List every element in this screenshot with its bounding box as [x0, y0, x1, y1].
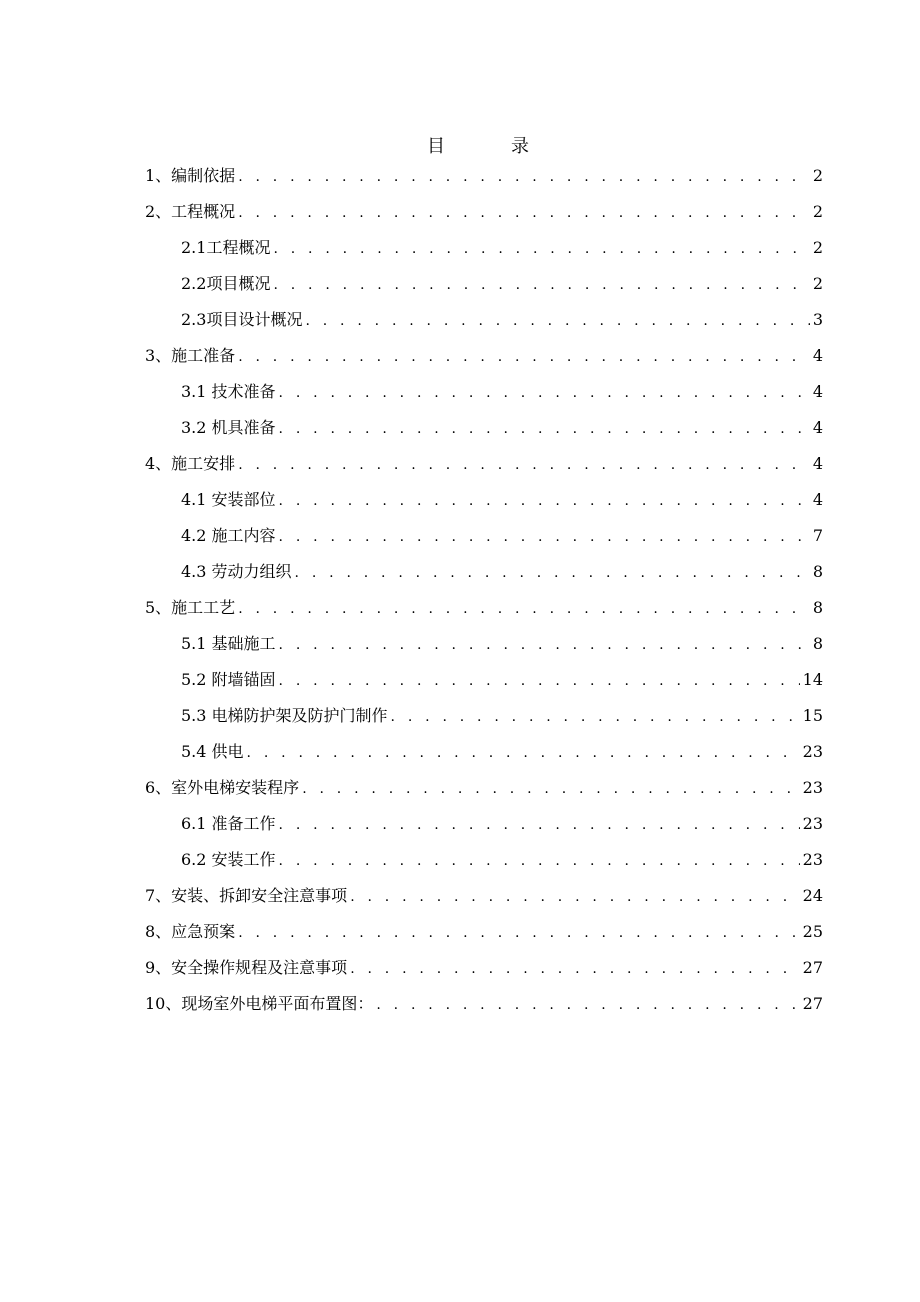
toc-entry[interactable]: [145, 230, 823, 266]
toc-entry-page-number: 4: [812, 454, 823, 473]
toc-entry-label: 2、工程概况: [145, 202, 236, 221]
toc-dot-leader: [273, 231, 809, 267]
toc-dot-leader: [279, 807, 800, 843]
toc-entry-label: 8、应急预案: [145, 922, 236, 941]
toc-entry-label: 10、现场室外电梯平面布置图：: [145, 994, 374, 1013]
toc-entry[interactable]: [145, 266, 823, 302]
toc-dot-leader: [305, 303, 809, 339]
toc-entry-page-number: 14: [802, 670, 823, 689]
toc-entry[interactable]: [145, 626, 823, 662]
toc-dot-leader: [238, 195, 810, 231]
toc-entry-label: 4.1 安装部位: [181, 490, 276, 509]
toc-dot-leader: [238, 915, 799, 951]
toc-entry-page-number: 8: [812, 598, 823, 617]
toc-dot-leader: [279, 483, 810, 519]
toc-dot-leader: [295, 555, 810, 591]
toc-entry[interactable]: [145, 482, 823, 518]
toc-entry[interactable]: [145, 590, 823, 626]
toc-entry[interactable]: [145, 662, 823, 698]
toc-title: [0, 134, 920, 160]
toc-dot-leader: [391, 699, 800, 735]
toc-entry-page-number: 27: [802, 958, 823, 977]
toc-title-left: 目: [427, 136, 445, 157]
toc-entry-label: 4、施工安排: [145, 454, 236, 473]
toc-entry-page-number: 8: [812, 634, 823, 653]
toc-entry-page-number: 4: [812, 490, 823, 509]
toc-entry-label: 2.2项目概况: [181, 274, 271, 293]
toc-entry-page-number: 2: [812, 202, 823, 221]
toc-entry-label: 2.3项目设计概况: [181, 310, 303, 329]
toc-entry[interactable]: [145, 446, 823, 482]
toc-entry-page-number: 8: [812, 562, 823, 581]
toc-entry-label: 5.3 电梯防护架及防护门制作: [181, 706, 388, 725]
toc-entry-page-number: 23: [802, 814, 823, 833]
toc-dot-leader: [350, 951, 799, 987]
toc-dot-leader: [350, 879, 799, 915]
toc-entry[interactable]: [145, 554, 823, 590]
toc-entry[interactable]: [145, 302, 823, 338]
toc-entry-label: 3.1 技术准备: [181, 382, 276, 401]
toc-entry[interactable]: [145, 878, 823, 914]
toc-dot-leader: [279, 627, 810, 663]
toc-entry-page-number: 27: [802, 994, 823, 1013]
toc-entry[interactable]: [145, 698, 823, 734]
toc-entry-label: 6.2 安装工作: [181, 850, 276, 869]
toc-dot-leader: [238, 339, 810, 375]
toc-entry[interactable]: [145, 410, 823, 446]
toc-dot-leader: [279, 375, 810, 411]
toc-list: [145, 158, 823, 1022]
toc-entry-label: 5、施工工艺: [145, 598, 236, 617]
toc-dot-leader: [238, 447, 810, 483]
toc-entry[interactable]: [145, 770, 823, 806]
toc-entry-page-number: 23: [802, 742, 823, 761]
toc-entry-page-number: 25: [802, 922, 823, 941]
toc-dot-leader: [238, 591, 810, 627]
toc-entry-page-number: 3: [812, 310, 823, 329]
toc-entry-label: 6、室外电梯安装程序: [145, 778, 300, 797]
toc-entry-label: 4.3 劳动力组织: [181, 562, 292, 581]
toc-dot-leader: [279, 663, 800, 699]
toc-dot-leader: [247, 735, 800, 771]
toc-entry-label: 5.4 供电: [181, 742, 244, 761]
toc-entry[interactable]: [145, 842, 823, 878]
toc-entry-page-number: 4: [812, 418, 823, 437]
toc-entry-label: 2.1工程概况: [181, 238, 271, 257]
toc-entry-label: 9、安全操作规程及注意事项: [145, 958, 348, 977]
toc-dot-leader: [376, 987, 799, 1023]
toc-entry-page-number: 2: [812, 238, 823, 257]
toc-dot-leader: [302, 771, 799, 807]
toc-entry-page-number: 2: [812, 166, 823, 185]
toc-dot-leader: [279, 519, 810, 555]
toc-entry-page-number: 23: [802, 778, 823, 797]
toc-dot-leader: [273, 267, 809, 303]
toc-entry-page-number: 4: [812, 382, 823, 401]
toc-dot-leader: [279, 843, 800, 879]
toc-entry[interactable]: [145, 518, 823, 554]
toc-entry-label: 3、施工准备: [145, 346, 236, 365]
toc-entry-label: 5.1 基础施工: [181, 634, 276, 653]
toc-entry-label: 7、安装、拆卸安全注意事项: [145, 886, 348, 905]
toc-entry[interactable]: [145, 194, 823, 230]
toc-entry-label: 1、编制依据: [145, 166, 236, 185]
toc-entry-page-number: 15: [802, 706, 823, 725]
toc-entry-page-number: 7: [812, 526, 823, 545]
toc-dot-leader: [279, 411, 810, 447]
toc-entry[interactable]: [145, 914, 823, 950]
toc-entry-label: 3.2 机具准备: [181, 418, 276, 437]
toc-entry[interactable]: [145, 338, 823, 374]
toc-entry-page-number: 24: [802, 886, 823, 905]
toc-entry-label: 5.2 附墙锚固: [181, 670, 276, 689]
toc-dot-leader: [238, 159, 810, 195]
toc-entry-page-number: 2: [812, 274, 823, 293]
toc-title-right: 录: [511, 136, 529, 157]
toc-entry-label: 4.2 施工内容: [181, 526, 276, 545]
toc-entry[interactable]: [145, 158, 823, 194]
toc-entry[interactable]: [145, 374, 823, 410]
toc-entry[interactable]: [145, 986, 823, 1022]
toc-entry[interactable]: [145, 950, 823, 986]
toc-entry-label: 6.1 准备工作: [181, 814, 276, 833]
toc-entry[interactable]: [145, 806, 823, 842]
toc-entry-page-number: 4: [812, 346, 823, 365]
toc-entry[interactable]: [145, 734, 823, 770]
toc-entry-page-number: 23: [802, 850, 823, 869]
